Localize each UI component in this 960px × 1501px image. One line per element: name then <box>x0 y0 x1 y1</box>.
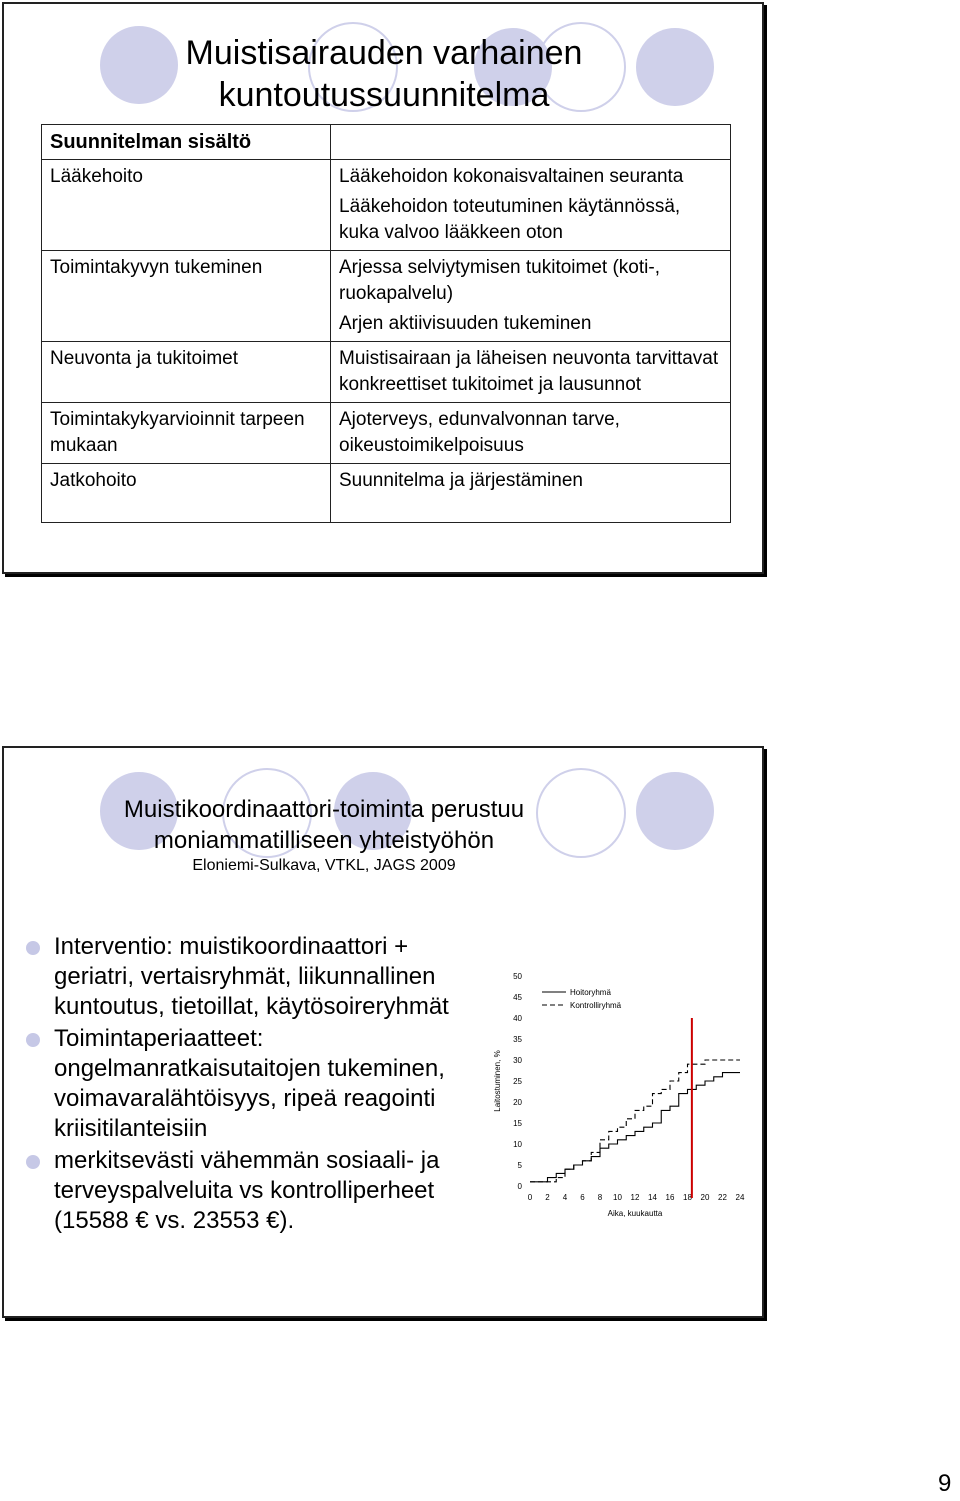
slide-title-block <box>64 794 584 876</box>
detail-line: Lääkehoidon toteutuminen käytännössä, kuka valvoo lääkkeen oton <box>339 196 681 243</box>
row-details <box>331 464 731 523</box>
row-details <box>331 160 731 251</box>
table-row <box>42 403 731 464</box>
y-tick-label: 5 <box>517 1161 522 1170</box>
x-tick-label: 8 <box>597 1193 603 1202</box>
page-number: 9 <box>938 1470 952 1497</box>
row-topic: Toimintakyvyn tukeminen <box>42 251 331 342</box>
x-tick-label: 10 <box>613 1193 622 1202</box>
row-topic: Neuvonta ja tukitoimet <box>42 342 331 403</box>
detail-line: Ajoterveys, edunvalvonnan tarve, oikeustoimikelpoisuus <box>339 409 620 456</box>
row-details <box>331 251 731 342</box>
slide-plan <box>2 2 764 574</box>
x-axis-label: Aika, kuukautta <box>607 1209 663 1218</box>
x-tick-label: 18 <box>683 1193 692 1202</box>
table-header-empty <box>331 125 731 160</box>
list-item <box>26 1146 486 1236</box>
x-tick-label: 6 <box>580 1193 585 1202</box>
x-tick-label: 2 <box>545 1193 550 1202</box>
table-row <box>42 342 731 403</box>
slide-title: Muistikoordinaattori-toiminta perustuu moniammatilliseen yhteistyöhön <box>123 796 525 854</box>
slide-subtitle: Eloniemi-Sulkava, VTKL, JAGS 2009 <box>192 857 456 874</box>
row-details <box>331 403 731 464</box>
decorative-circle <box>636 772 714 850</box>
list-item-text: Interventio: muistikoordinaattori + geriatri, vertaisryhmät, liikunnallinen kuntoutus, tietoillat, käytösoireryhmät <box>54 933 449 1020</box>
series-line-1 <box>530 1060 740 1182</box>
y-tick-label: 25 <box>513 1077 522 1086</box>
y-axis-label: Laitostuminen, % <box>493 1050 502 1112</box>
row-topic: Jatkohoito <box>42 464 331 523</box>
row-details <box>331 342 731 403</box>
x-tick-label: 24 <box>735 1193 745 1202</box>
decorative-circle <box>100 26 178 104</box>
bullet-icon <box>26 941 40 955</box>
row-topic: Lääkehoito <box>42 160 331 251</box>
y-tick-label: 50 <box>513 972 522 981</box>
row-topic: Toimintakykyarvioinnit tarpeen mukaan <box>42 403 331 464</box>
y-tick-label: 20 <box>513 1098 522 1107</box>
y-tick-label: 15 <box>513 1119 522 1128</box>
table-row <box>42 464 731 523</box>
x-tick-label: 16 <box>665 1193 675 1202</box>
detail-line: Muistisairaan ja läheisen neuvonta tarvittavat konkreettiset tukitoimet ja lausunnot <box>339 348 719 395</box>
slide-coordinator <box>2 746 764 1318</box>
y-tick-label: 35 <box>513 1035 522 1044</box>
y-tick-label: 40 <box>513 1014 522 1023</box>
detail-line: Arjen aktiivisuuden tukeminen <box>339 313 592 334</box>
y-tick-label: 0 <box>517 1182 522 1191</box>
y-tick-label: 45 <box>513 993 522 1002</box>
bullet-icon <box>26 1033 40 1047</box>
x-tick-label: 14 <box>648 1193 657 1202</box>
y-tick-label: 30 <box>513 1056 522 1065</box>
bullet-list <box>26 932 486 1238</box>
list-item <box>26 932 486 1022</box>
table-header-row <box>42 125 731 160</box>
bullet-icon <box>26 1155 40 1169</box>
detail-line: Lääkehoidon kokonaisvaltainen seuranta <box>339 166 684 187</box>
list-item <box>26 1024 486 1144</box>
x-tick-label: 20 <box>700 1193 710 1202</box>
plan-table <box>41 124 731 523</box>
x-tick-label: 12 <box>630 1193 640 1202</box>
x-tick-label: 0 <box>527 1193 533 1202</box>
table-row <box>42 160 731 251</box>
y-tick-label: 10 <box>513 1140 522 1149</box>
detail-line: Suunnitelma ja järjestäminen <box>339 470 583 491</box>
legend-label: Hoitoryhmä <box>570 988 611 997</box>
slide-title: Muistisairauden varhainen kuntoutussuunnitelma <box>185 34 583 114</box>
institutionalization-chart <box>486 960 756 1250</box>
series-line-0 <box>530 1073 740 1182</box>
list-item-text: merkitsevästi vähemmän sosiaali- ja terveyspalveluita vs kontrolliperheet (15588 € vs. 23553 €). <box>54 1147 440 1234</box>
list-item-text: Toimintaperiaatteet: ongelmanratkaisutaitojen tukeminen, voimavaralähtöisyys, ripeä reagointi kriisitilanteisiin <box>54 1025 445 1142</box>
x-tick-label: 4 <box>562 1193 568 1202</box>
decorative-circle <box>636 28 714 106</box>
legend-label: Kontrolliryhmä <box>570 1001 622 1010</box>
table-header: Suunnitelman sisältö <box>42 125 331 160</box>
table-row <box>42 251 731 342</box>
x-tick-label: 22 <box>718 1193 727 1202</box>
detail-line: Arjessa selviytymisen tukitoimet (koti-, ruokapalvelu) <box>339 257 660 304</box>
